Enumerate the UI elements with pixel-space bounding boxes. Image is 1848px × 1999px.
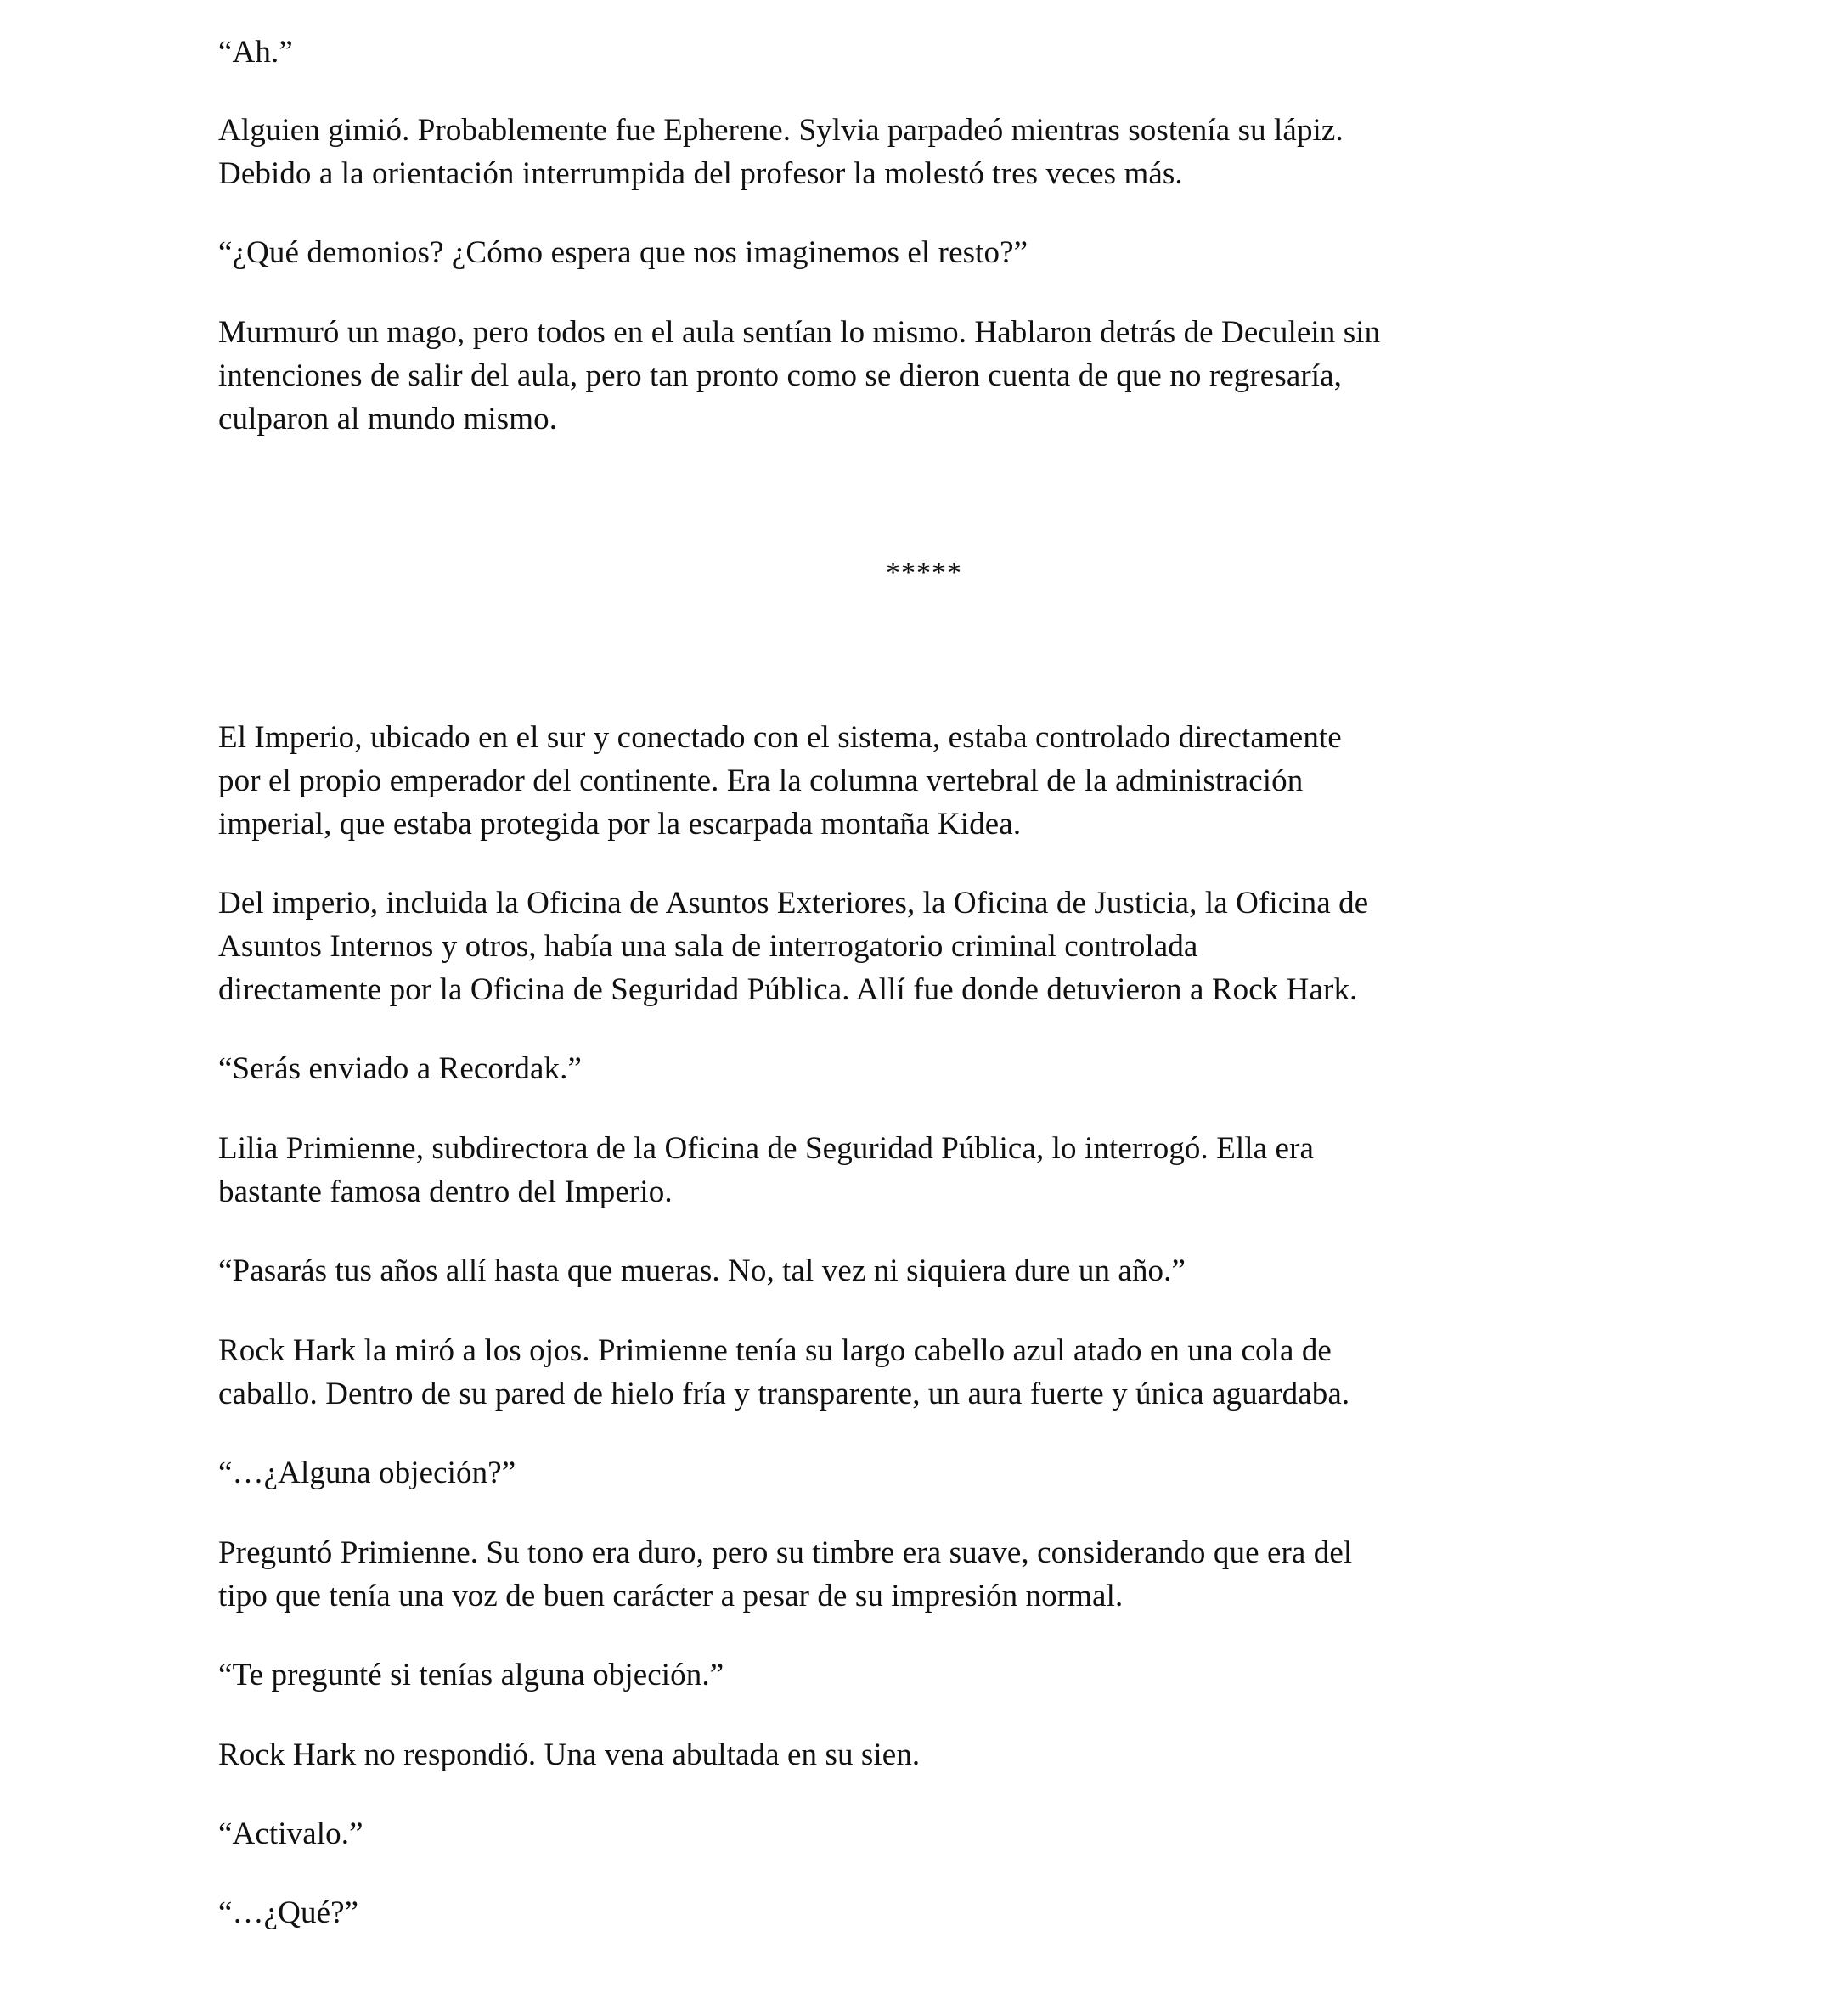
dialogue-line: “…¿Alguna objeción?” xyxy=(218,1456,516,1490)
dialogue-line: “Pasarás tus años allí hasta que mueras. No, tal vez ni siquiera dure un año.” xyxy=(218,1253,1186,1288)
narration-line: Murmuró un mago, pero todos en el aula sentían lo mismo. Hablaron detrás de Deculein sin xyxy=(218,315,1381,350)
narration-line: Lilia Primienne, subdirectora de la Oficina de Seguridad Pública, lo interrogó. Ella era xyxy=(218,1131,1315,1166)
narration-line: Rock Hark no respondió. Una vena abultada en su sien. xyxy=(218,1737,921,1772)
narration-line: Preguntó Primienne. Su tono era duro, pero su timbre era suave, considerando que era del xyxy=(218,1535,1353,1570)
narration-line: Alguien gimió. Probablemente fue Epherene. Sylvia parpadeó mientras sostenía su lápiz. xyxy=(218,113,1344,148)
narration-line: El Imperio, ubicado en el sur y conectado con el sistema, estaba controlado directamente xyxy=(218,720,1342,755)
scene-separator: ***** xyxy=(886,557,962,588)
narration-line: culparon al mundo mismo. xyxy=(218,402,558,436)
narration-line: tipo que tenía una voz de buen carácter a pesar de su impresión normal. xyxy=(218,1579,1124,1613)
narration-line: Rock Hark la miró a los ojos. Primienne tenía su largo cabello azul atado en una cola de xyxy=(218,1333,1332,1368)
narration-line: directamente por la Oficina de Seguridad Pública. Allí fue donde detuvieron a Rock Hark. xyxy=(218,972,1358,1007)
narration-line: por el propio emperador del continente. Era la columna vertebral de la administración xyxy=(218,763,1304,798)
dialogue-line: “Ah.” xyxy=(218,35,293,70)
dialogue-line: “Serás enviado a Recordak.” xyxy=(218,1051,583,1086)
narration-line: Debido a la orientación interrumpida del profesor la molestó tres veces más. xyxy=(218,156,1183,191)
narration-line: Del imperio, incluida la Oficina de Asuntos Exteriores, la Oficina de Justicia, la Oficina de xyxy=(218,886,1369,921)
dialogue-line: “…¿Qué?” xyxy=(218,1895,359,1930)
narration-line: Asuntos Internos y otros, había una sala de interrogatorio criminal controlada xyxy=(218,929,1198,964)
dialogue-line: “Te pregunté si tenías alguna objeción.” xyxy=(218,1658,724,1692)
narration-line: imperial, que estaba protegida por la escarpada montaña Kidea. xyxy=(218,807,1022,842)
narration-line: intenciones de salir del aula, pero tan pronto como se dieron cuenta de que no regresaría, xyxy=(218,358,1343,393)
narration-line: bastante famosa dentro del Imperio. xyxy=(218,1174,673,1209)
dialogue-line: “¿Qué demonios? ¿Cómo espera que nos imaginemos el resto?” xyxy=(218,235,1028,270)
dialogue-line: “Activalo.” xyxy=(218,1816,363,1851)
narration-line: caballo. Dentro de su pared de hielo fría y transparente, un aura fuerte y única aguardaba. xyxy=(218,1377,1350,1411)
